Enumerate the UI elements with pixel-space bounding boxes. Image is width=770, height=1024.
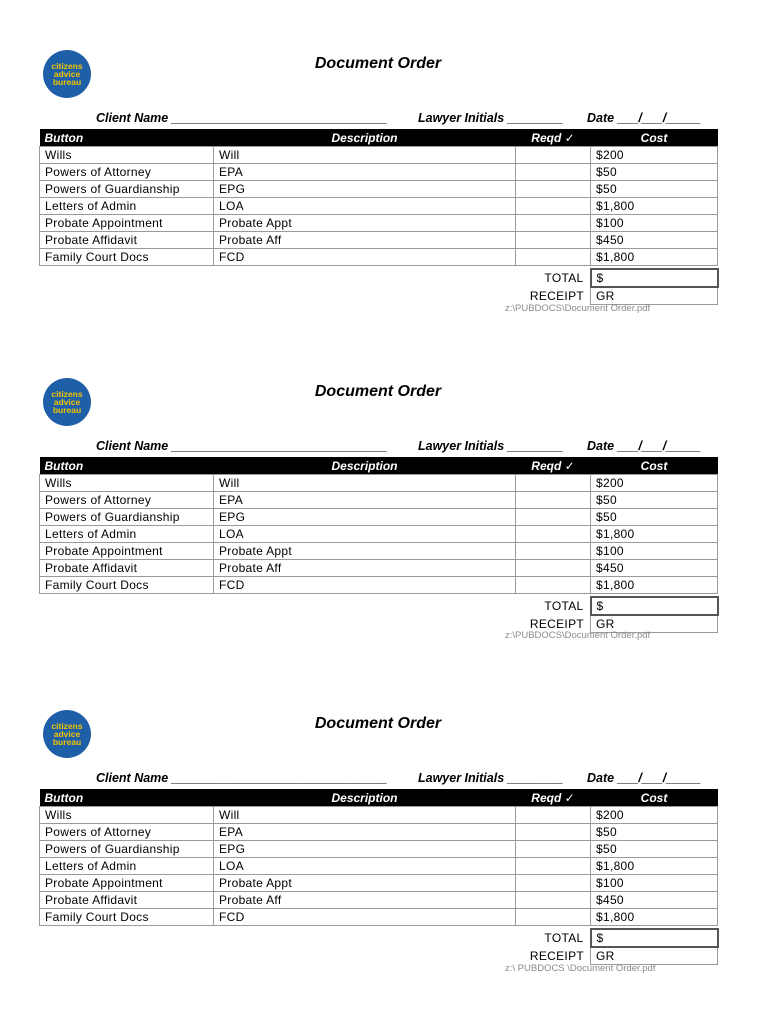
row-description: Will <box>214 807 516 824</box>
row-description: LOA <box>214 526 516 543</box>
row-cost: $1,800 <box>591 577 718 594</box>
header-description: Description <box>214 789 516 807</box>
client-name-field[interactable]: Client Name _______________________________ <box>96 771 388 785</box>
receipt-input[interactable]: GR <box>591 947 718 965</box>
row-description: Will <box>214 475 516 492</box>
row-button: Letters of Admin <box>40 858 214 875</box>
table-row <box>40 249 718 266</box>
form-title: Document Order <box>314 383 442 400</box>
header-description: Description <box>214 129 516 147</box>
row-cost: $200 <box>591 147 718 164</box>
reqd-checkbox-cell[interactable] <box>516 526 591 543</box>
table-header-row <box>40 457 718 475</box>
row-description: Probate Aff <box>214 560 516 577</box>
reqd-checkbox-cell[interactable] <box>516 577 591 594</box>
row-cost: $50 <box>591 164 718 181</box>
row-cost: $50 <box>591 492 718 509</box>
form-title: Document Order <box>314 715 442 732</box>
reqd-checkbox-cell[interactable] <box>516 181 591 198</box>
table-row <box>40 215 718 232</box>
row-button: Probate Affidavit <box>40 232 214 249</box>
file-path-footer: z:\PUBDOCS\Document Order.pdf <box>505 303 651 314</box>
row-description: Will <box>214 147 516 164</box>
row-cost: $50 <box>591 181 718 198</box>
table-row <box>40 807 718 824</box>
header-cost: Cost <box>591 129 718 147</box>
lawyer-initials-field[interactable]: Lawyer Initials ________ <box>418 439 564 453</box>
total-input[interactable]: $ <box>591 269 718 287</box>
row-button: Family Court Docs <box>40 249 214 266</box>
row-button: Powers of Attorney <box>40 492 214 509</box>
receipt-label: RECEIPT <box>529 948 584 963</box>
receipt-label: RECEIPT <box>529 616 584 631</box>
table-row <box>40 198 718 215</box>
row-cost: $100 <box>591 543 718 560</box>
client-name-field[interactable]: Client Name _______________________________ <box>96 439 388 453</box>
row-button: Powers of Attorney <box>40 164 214 181</box>
row-cost: $450 <box>591 892 718 909</box>
row-button: Wills <box>40 147 214 164</box>
row-button: Wills <box>40 807 214 824</box>
citizens-advice-bureau-logo: citizens advice bureau <box>43 378 91 426</box>
row-button: Family Court Docs <box>40 577 214 594</box>
reqd-checkbox-cell[interactable] <box>516 560 591 577</box>
lawyer-initials-field[interactable]: Lawyer Initials ________ <box>418 111 564 125</box>
total-label: TOTAL <box>544 599 584 613</box>
row-cost: $100 <box>591 875 718 892</box>
total-input[interactable]: $ <box>591 929 718 947</box>
table-row <box>40 232 718 249</box>
receipt-label: RECEIPT <box>529 288 584 303</box>
row-cost: $100 <box>591 215 718 232</box>
row-cost: $1,800 <box>591 858 718 875</box>
table-row <box>40 858 718 875</box>
row-button: Powers of Guardianship <box>40 509 214 526</box>
header-reqd: Reqd ✓ <box>516 457 591 475</box>
reqd-checkbox-cell[interactable] <box>516 909 591 926</box>
row-button: Letters of Admin <box>40 526 214 543</box>
order-table <box>39 129 719 305</box>
row-description: FCD <box>214 249 516 266</box>
total-row <box>40 269 718 287</box>
row-description: EPG <box>214 181 516 198</box>
date-field[interactable]: Date ___/___/_____ <box>587 771 701 785</box>
total-label: TOTAL <box>544 931 584 945</box>
reqd-checkbox-cell[interactable] <box>516 509 591 526</box>
table-row <box>40 181 718 198</box>
reqd-checkbox-cell[interactable] <box>516 164 591 181</box>
file-path-footer: z:\ PUBDOCS \Document Order.pdf <box>505 963 656 974</box>
row-description: EPA <box>214 492 516 509</box>
reqd-checkbox-cell[interactable] <box>516 475 591 492</box>
table-row <box>40 560 718 577</box>
total-input[interactable]: $ <box>591 597 718 615</box>
row-description: LOA <box>214 198 516 215</box>
row-description: FCD <box>214 909 516 926</box>
table-row <box>40 824 718 841</box>
row-cost: $450 <box>591 232 718 249</box>
reqd-checkbox-cell[interactable] <box>516 841 591 858</box>
table-row <box>40 492 718 509</box>
reqd-checkbox-cell[interactable] <box>516 543 591 560</box>
reqd-checkbox-cell[interactable] <box>516 147 591 164</box>
table-row <box>40 147 718 164</box>
row-description: EPG <box>214 509 516 526</box>
citizens-advice-bureau-logo: citizens advice bureau <box>43 50 91 98</box>
header-reqd: Reqd ✓ <box>516 789 591 807</box>
row-description: LOA <box>214 858 516 875</box>
date-field[interactable]: Date ___/___/_____ <box>587 111 701 125</box>
table-row <box>40 892 718 909</box>
reqd-checkbox-cell[interactable] <box>516 875 591 892</box>
row-button: Powers of Attorney <box>40 824 214 841</box>
date-field[interactable]: Date ___/___/_____ <box>587 439 701 453</box>
header-cost: Cost <box>591 457 718 475</box>
client-name-field[interactable]: Client Name _______________________________ <box>96 111 388 125</box>
reqd-checkbox-cell[interactable] <box>516 198 591 215</box>
header-button: Button <box>40 457 214 475</box>
reqd-checkbox-cell[interactable] <box>516 215 591 232</box>
header-cost: Cost <box>591 789 718 807</box>
table-header-row <box>40 129 718 147</box>
row-cost: $1,800 <box>591 198 718 215</box>
row-button: Powers of Guardianship <box>40 841 214 858</box>
receipt-input[interactable]: GR <box>591 287 718 305</box>
row-button: Probate Appointment <box>40 543 214 560</box>
total-label: TOTAL <box>544 271 584 285</box>
row-button: Powers of Guardianship <box>40 181 214 198</box>
row-cost: $1,800 <box>591 526 718 543</box>
row-description: Probate Aff <box>214 892 516 909</box>
table-row <box>40 164 718 181</box>
citizens-advice-bureau-logo: citizens advice bureau <box>43 710 91 758</box>
row-cost: $50 <box>591 824 718 841</box>
reqd-checkbox-cell[interactable] <box>516 824 591 841</box>
table-row <box>40 475 718 492</box>
row-cost: $1,800 <box>591 249 718 266</box>
table-row <box>40 577 718 594</box>
header-description: Description <box>214 457 516 475</box>
row-description: Probate Appt <box>214 215 516 232</box>
reqd-checkbox-cell[interactable] <box>516 232 591 249</box>
row-button: Wills <box>40 475 214 492</box>
row-button: Probate Affidavit <box>40 892 214 909</box>
table-row <box>40 875 718 892</box>
receipt-row <box>40 947 718 965</box>
row-cost: $200 <box>591 475 718 492</box>
table-row <box>40 543 718 560</box>
table-header-row <box>40 789 718 807</box>
row-button: Probate Appointment <box>40 215 214 232</box>
row-description: FCD <box>214 577 516 594</box>
row-button: Family Court Docs <box>40 909 214 926</box>
row-button: Probate Affidavit <box>40 560 214 577</box>
receipt-input[interactable]: GR <box>591 615 718 633</box>
reqd-checkbox-cell[interactable] <box>516 892 591 909</box>
total-row <box>40 929 718 947</box>
row-cost: $50 <box>591 841 718 858</box>
table-row <box>40 909 718 926</box>
row-description: EPG <box>214 841 516 858</box>
order-table <box>39 457 719 633</box>
row-description: Probate Appt <box>214 875 516 892</box>
reqd-checkbox-cell[interactable] <box>516 858 591 875</box>
header-button: Button <box>40 789 214 807</box>
row-cost: $200 <box>591 807 718 824</box>
row-description: EPA <box>214 164 516 181</box>
receipt-row <box>40 287 718 305</box>
reqd-checkbox-cell[interactable] <box>516 249 591 266</box>
header-reqd: Reqd ✓ <box>516 129 591 147</box>
row-cost: $450 <box>591 560 718 577</box>
reqd-checkbox-cell[interactable] <box>516 492 591 509</box>
file-path-footer: z:\PUBDOCS\Document Order.pdf <box>505 630 651 641</box>
table-row <box>40 526 718 543</box>
lawyer-initials-field[interactable]: Lawyer Initials ________ <box>418 771 564 785</box>
row-description: Probate Appt <box>214 543 516 560</box>
reqd-checkbox-cell[interactable] <box>516 807 591 824</box>
row-cost: $50 <box>591 509 718 526</box>
form-title: Document Order <box>314 55 442 72</box>
table-row <box>40 841 718 858</box>
table-row <box>40 509 718 526</box>
row-description: Probate Aff <box>214 232 516 249</box>
row-cost: $1,800 <box>591 909 718 926</box>
row-button: Letters of Admin <box>40 198 214 215</box>
total-row <box>40 597 718 615</box>
row-button: Probate Appointment <box>40 875 214 892</box>
row-description: EPA <box>214 824 516 841</box>
order-table <box>39 789 719 965</box>
header-button: Button <box>40 129 214 147</box>
